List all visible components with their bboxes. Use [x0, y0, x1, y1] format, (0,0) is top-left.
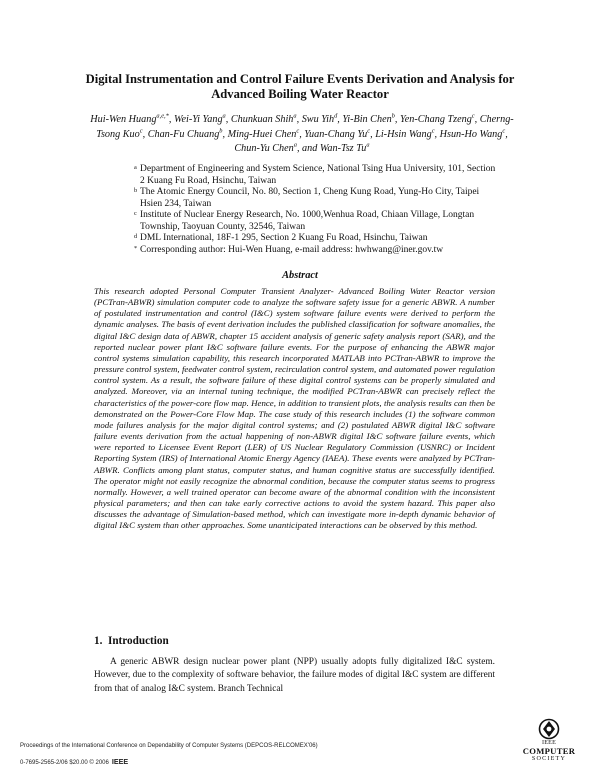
affiliation-text: DML International, 18F-1 295, Section 2 Kuang Fu Road, Hsinchu, Taiwan	[140, 233, 428, 243]
author-affiliation-marker: b	[219, 127, 223, 135]
author-affiliation-marker: c	[296, 127, 300, 135]
section-number: 1.	[94, 635, 103, 647]
author-affiliation-marker: b	[391, 112, 395, 120]
author-affiliation-marker: c	[367, 127, 371, 135]
affiliation-item	[134, 233, 500, 245]
author-name: Swu Yih	[301, 114, 335, 125]
abstract-heading: Abstract	[282, 270, 318, 281]
author-name: Yuan-Chang Yu	[304, 128, 368, 140]
author-list: Hui-Wen Huang$^{a,e,*}$, Wei-Yi Yang$^a$, Chunkuan Shih$^a$, Swu Yih$^d$, Yi-Bin Chen$^b$, Yen-Chang Tzeng$^c$, Cherng-Tsong Kuo$^c$, Chan-Fu Chuang$^b$, Ming-Huei Chen$^c$, Yuan-Chang Yu$^c$, Li-Hsin Wang$^c$, Hsun-Ho Wang$^c$, Chun-Yu Chen$^a$, and Wan-Tsz Tu$^a$	[90, 112, 514, 154]
affiliation-text: The Atomic Energy Council, No. 80, Section 1, Cheng Kung Road, Yung-Ho City, Taipei Hsien 234, Taiwan	[140, 187, 480, 209]
author-name: Chunkuan Shih	[230, 114, 294, 125]
section-title: Introduction	[107, 635, 169, 647]
footer-copyright	[20, 754, 500, 771]
affiliation-text: Corresponding author: Hui-Wen Huang, e-mail address: hwhwang@iner.gov.tw	[140, 244, 444, 255]
author-affiliation-marker: c	[471, 112, 475, 120]
ieee-diamond-icon	[538, 718, 560, 740]
author-affiliation-marker: a	[293, 112, 297, 120]
author-affiliation-marker: d	[334, 112, 338, 120]
abstract-text: This research adopted Personal Computer Transient Analyzer- Advanced Boiling Water Reactor version (PCTran-ABWR) simulation computer code to analyze the software safety issue for a generic ABWR. A number of postulated instrumentation and control (I&C) system software failure events were derived to perform the dynamic analyses. The basis of event derivation includes the published classification for software anomalies, the digital I&C design data of ABWR, chapter 15 accident analysis of generic safety analysis report (SAR), and the reported nuclear power plant I&C software failure events. For the purpose of enhancing the ABWR major control systems simulation capability, this research incorporated MATLAB into PCTran-ABWR to improve the pressure control system, feedwater control system, recirculation control system, and automated power regulation control system. As a result, the software failure of these digital control systems can be properly simulated and analyzed. Moreover, via an internal tuning technique, the modified PCTran-ABWR can precisely reflect the characteristics of the power-core flow map. Hence, in addition to transient plots, the analysis results can then be demonstrated on the Power-Core Flow Map. The case study of this research includes (1) the software common mode failures analysis for the major digital control systems; and (2) postulated ABWR digital I&C software failure events derivation from the actual happening of non-ABWR digital I&C software failure events, which were reported to Licensee Event Report (LER) of US Nuclear Regulatory Commission (USNRC) or Incident Reporting System (IRS) of International Atomic Energy Agency (IAEA). These events were analyzed by PCTran-ABWR. Conflicts among plant status, computer status, and human cognitive status are successfully identified. The operator might not easily recognize the abnormal condition, because the computer status seems to progress normally. However, a well trained operator can become aware of the abnormal condition with the inconsistent physical parameters; and then can take early corrective actions to avoid the system hazard. This paper also discusses the advantage of Simulation-based method, which can investigate more in-depth dynamic behavior of digital I&C system than other approaches. Some unanticipated interactions can be observed by this method.	[94, 286, 495, 531]
affiliation-marker: *	[134, 244, 138, 252]
author-name: Wei-Yi Yang	[173, 114, 223, 125]
author-name: Li-Hsin Wang	[375, 128, 432, 140]
author-name: Wan-Tsz Tu	[319, 143, 367, 154]
footer-isbn: 0-7695-2565-2/06 $20.00 © 2006	[20, 760, 109, 766]
logo-society-text: SOCIETY	[531, 756, 567, 762]
affiliation-item	[134, 210, 500, 233]
affiliation-marker: d	[134, 233, 138, 240]
affiliation-item	[134, 164, 500, 187]
author-affiliation-marker: c	[502, 127, 506, 135]
logo-ieee-text: IEEE	[542, 740, 556, 746]
author-affiliation-marker: c	[431, 127, 435, 135]
page-footer	[20, 738, 500, 771]
author-name: Chun-Yu Chen	[234, 143, 294, 154]
affiliation-marker: b	[134, 187, 138, 194]
affiliation-text: Department of Engineering and System Science, National Tsing Hua University, 101, Section 2 Kuang Fu Road, Hsinchu, Taiwan	[140, 164, 496, 186]
author-affiliation-marker: a,e,*	[156, 112, 169, 120]
logo-computer-text: COMPUTER	[522, 746, 576, 756]
author-affiliation-marker: a	[293, 141, 297, 149]
computer-society-logo	[513, 718, 585, 774]
section-paragraph: A generic ABWR design nuclear power plant (NPP) usually adopts fully digitalized I&C system. However, due to the complexity of software behavior, the failure modes of digital I&C system are different from that of analog I&C system. Branch Technical	[94, 657, 495, 694]
affiliation-marker: a	[134, 164, 137, 171]
section-heading	[94, 635, 169, 647]
affiliation-item	[134, 187, 500, 210]
author-affiliation-marker: c	[139, 127, 143, 135]
author-name: Cherng-Tsong Kuo	[96, 114, 514, 140]
author-name: Chan-Fu Chuang	[147, 128, 220, 140]
affiliation-marker: c	[134, 210, 137, 217]
paper-title: Digital Instrumentation and Control Failure Events Derivation and Analysis for Advanced Boiling Water Reactor	[85, 72, 515, 101]
affiliation-item	[134, 245, 500, 257]
author-name: Hsun-Ho Wang	[439, 128, 503, 140]
author-name: Ming-Huei Chen	[227, 128, 297, 140]
footer-publisher: IEEE	[111, 757, 129, 766]
author-name: Hui-Wen Huang	[90, 114, 157, 125]
author-affiliation-marker: a	[366, 141, 370, 149]
affiliation-text: Institute of Nuclear Energy Research, No. 1000,Wenhua Road, Chiaan Village, Longtan Township, Taoyuan County, 32546, Taiwan	[140, 210, 475, 232]
author-name: Yi-Bin Chen	[342, 114, 392, 125]
author-name: Yen-Chang Tzeng	[400, 114, 472, 125]
author-affiliation-marker: a	[222, 112, 226, 120]
affiliation-list	[134, 164, 500, 256]
footer-proceedings: Proceedings of the International Conference on Dependability of Computer Systems (DEPCOS-RELCOMEX'06)	[20, 743, 318, 749]
